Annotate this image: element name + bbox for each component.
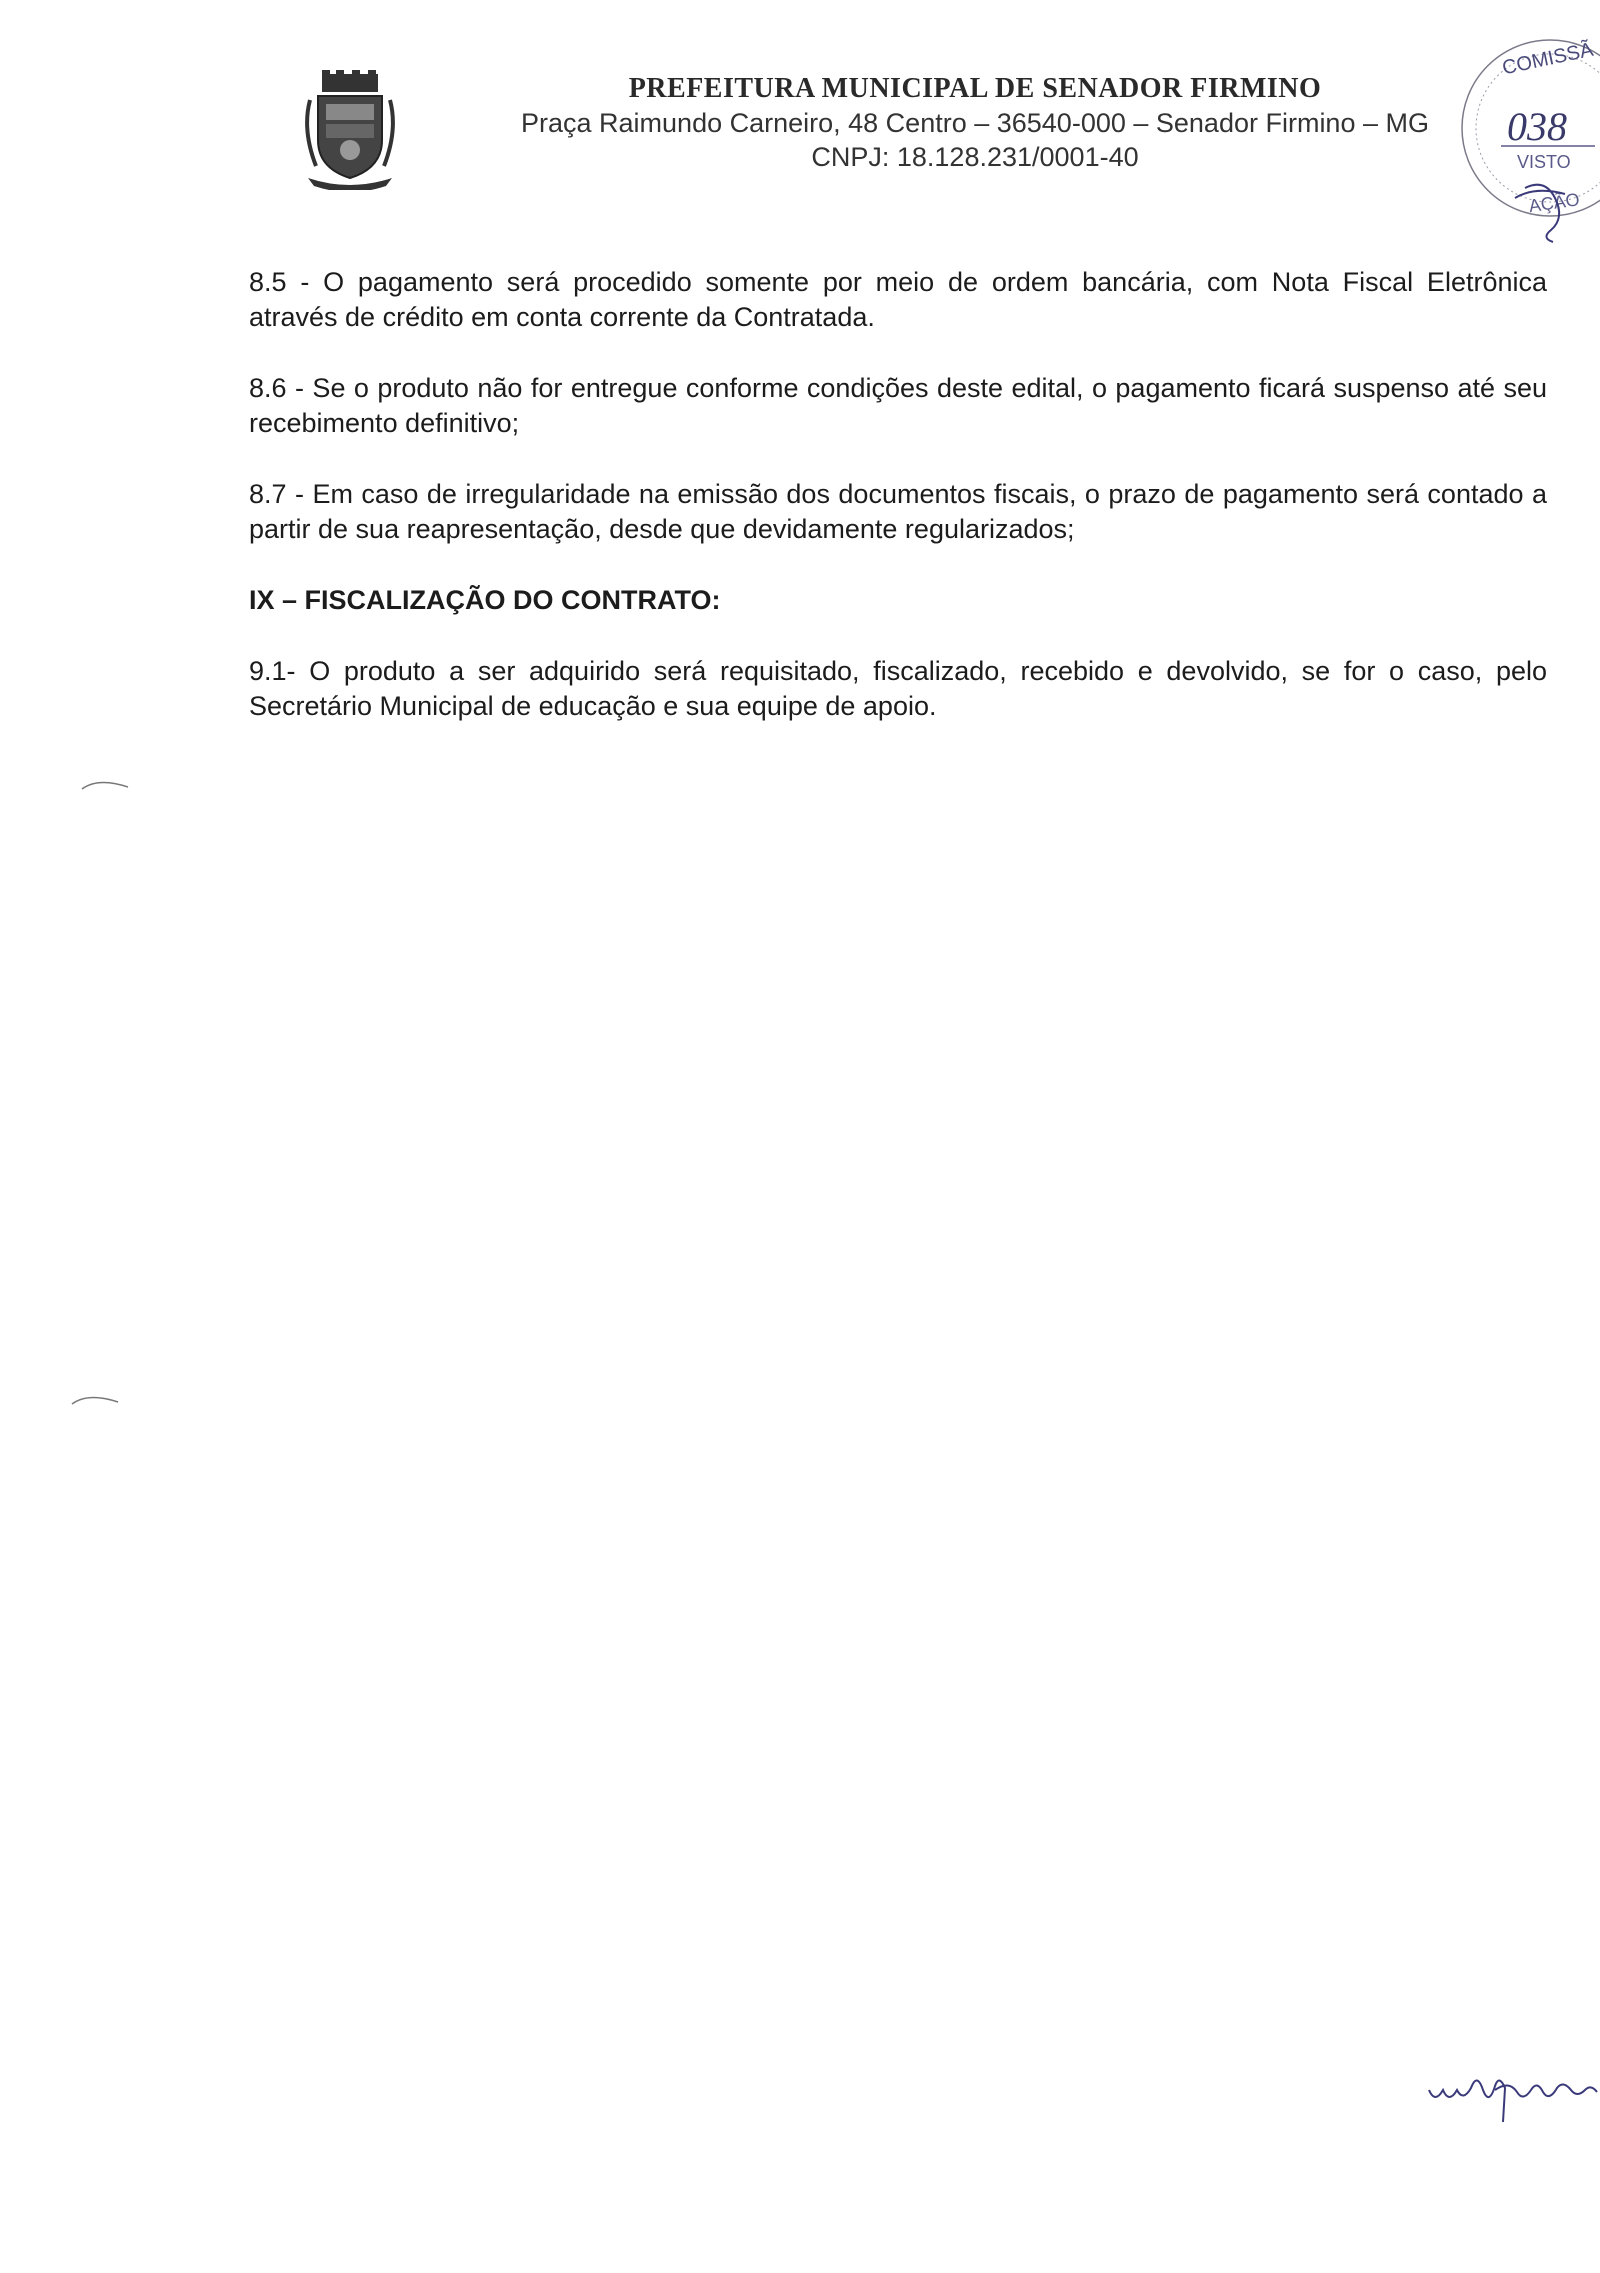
svg-text:COMISSÃ: COMISSÃ <box>1500 38 1596 80</box>
letterhead-address: Praça Raimundo Carneiro, 48 Centro – 36540-000 – Senador Firmino – MG <box>521 108 1429 138</box>
margin-mark <box>68 1390 128 1410</box>
svg-text:AÇÃO: AÇÃO <box>1527 189 1581 217</box>
commission-stamp <box>1455 18 1600 243</box>
clause-9-1: 9.1- O produto a ser adquirido será requisitado, fiscalizado, recebido e devolvido, se for o caso, pelo Secretário Municipal de educação e sua equipe de apoio. <box>249 656 1547 721</box>
letterhead <box>460 72 1490 174</box>
clause-8-6: 8.6 - Se o produto não for entregue conforme condições deste edital, o pagamento ficará suspenso até seu recebimento definitivo; <box>249 373 1547 438</box>
clause-8-7: 8.7 - Em caso de irregularidade na emissão dos documentos fiscais, o prazo de pagamento será contado a partir de sua reapresentação, desde que devidamente regularizados; <box>249 479 1547 544</box>
clause-8-5: 8.5 - O pagamento será procedido somente por meio de ordem bancária, com Nota Fiscal Eletrônica através de crédito em conta corrente da Contratada. <box>249 267 1547 332</box>
section-heading-ix: IX – FISCALIZAÇÃO DO CONTRATO: <box>249 585 721 615</box>
margin-mark <box>78 775 138 795</box>
letterhead-cnpj: CNPJ: 18.128.231/0001-40 <box>811 142 1139 172</box>
svg-text:VISTO: VISTO <box>1517 152 1571 172</box>
document-body <box>249 265 1547 760</box>
svg-text:038: 038 <box>1507 104 1567 149</box>
handwritten-signature <box>1425 2060 1600 2130</box>
letterhead-title: PREFEITURA MUNICIPAL DE SENADOR FIRMINO <box>628 73 1322 104</box>
coat-of-arms-logo <box>300 70 400 190</box>
